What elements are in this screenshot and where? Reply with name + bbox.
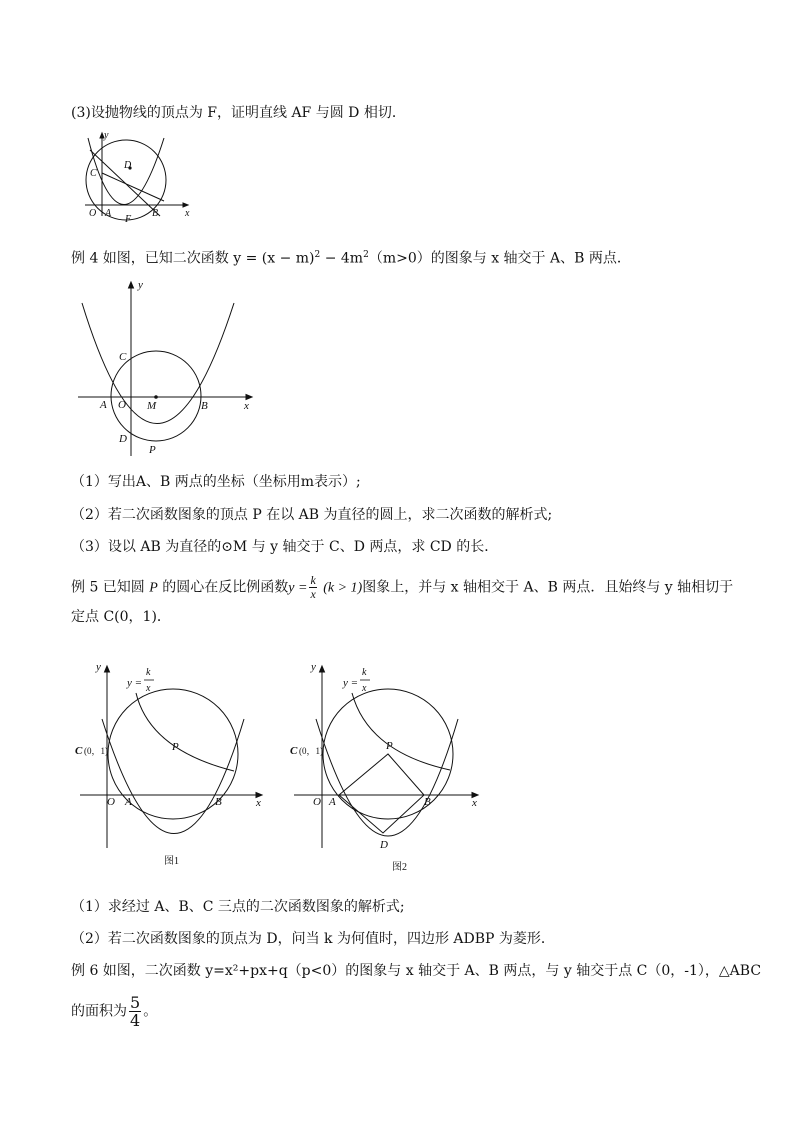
fig2-label-p: P <box>149 444 156 456</box>
fig3-label-c-coords: (0，1) <box>84 746 108 756</box>
fig3-label-o: O <box>107 796 115 808</box>
fig2-label-o: O <box>118 399 126 411</box>
question-3-text: (3)设抛物线的顶点为 F，证明直线 AF 与圆 D 相切． <box>71 105 406 121</box>
fig3-caption: 图1 <box>164 856 179 867</box>
fig3-label-k: k <box>146 667 151 678</box>
fig1-label-o: O <box>89 208 97 219</box>
fig4-label-x: x <box>472 797 477 809</box>
fig4-caption: 图2 <box>392 862 407 873</box>
fig3-label-yeq: y = <box>127 677 143 689</box>
fig3-label-c: C <box>75 745 83 757</box>
fig2-label-c: C <box>119 351 127 363</box>
fig3-label-b: B <box>215 796 222 808</box>
fig2-label-y: y <box>138 279 143 291</box>
fig4-label-a: A <box>329 796 336 808</box>
example-5-question-1: （1）求经过 A、B、C 三点的二次函数图象的解析式; <box>71 899 405 915</box>
fig4-label-k: k <box>362 667 367 678</box>
fig2-label-b: B <box>201 400 208 412</box>
fig3-label-a: A <box>125 796 132 808</box>
fig4-label-xden: x <box>362 683 367 694</box>
fig2-label-m: M <box>147 400 157 412</box>
fig3-label-xden: x <box>146 683 151 694</box>
figure-2-parabola-circle-m <box>70 278 260 462</box>
fig2-label-d: D <box>119 433 127 445</box>
fig1-label-b: B <box>152 208 159 219</box>
fig2-label-x: x <box>244 400 249 412</box>
fig4-label-b: B <box>424 796 431 808</box>
example-5-text: 例 5 已知圆 P 的圆心在反比例函数y = $\frac{k}{x}$ (k > 1)图象上，并与 x 轴相交于 A、B 两点．且始终与 y 轴相切于 <box>71 573 734 601</box>
example-4-text: 例 4 如图，已知二次函数 $y = (x - m)^2 - 4m^2(m>0)$的图象与 x 轴交于 A、B 两点． <box>71 250 631 267</box>
example-5-text-line2: 定点 C(0，1)． <box>71 609 171 625</box>
fig3-label-p: P <box>172 741 179 753</box>
example-6-text: 例 6 如图，二次函数 y=x²+px+q（p<0）的图象与 x 轴交于 A、B 两点，与 y 轴交于点 C（0，-1），△ABC <box>71 963 762 979</box>
example-4-question-2: （2）若二次函数图象的顶点 P 在以 AB 为直径的圆上，求二次函数的解析式; <box>71 507 553 523</box>
fig4-label-c: C <box>290 745 298 757</box>
example-6-text-line2: 的面积为 $\frac{5}{4}$ 。 <box>71 993 158 1030</box>
example-4-question-1: （1）写出A、B 两点的坐标（坐标用m表示）; <box>71 474 361 490</box>
fig1-label-x: x <box>185 208 190 219</box>
fig2-label-a: A <box>100 399 107 411</box>
fig4-label-yeq: y = <box>343 677 359 689</box>
fig1-label-d: D <box>124 160 132 171</box>
fig3-label-x: x <box>256 797 261 809</box>
fig3-label-y: y <box>96 661 101 673</box>
fig1-label-f: F <box>125 214 132 225</box>
fig4-label-c-coords: (0，1) <box>299 746 323 756</box>
fig4-label-d: D <box>380 839 388 851</box>
fig1-label-a: A <box>105 208 112 219</box>
fig4-label-p: P <box>386 740 393 752</box>
example-5-question-2: （2）若二次函数图象的顶点为 D，问当 k 为何值时，四边形 ADBP 为菱形． <box>71 931 555 947</box>
example-4-question-3: （3）设以 AB 为直径的⊙M 与 y 轴交于 C、D 两点，求 CD 的长． <box>71 539 499 555</box>
figure-1-parabola-circle <box>68 128 198 224</box>
fig1-label-y: y <box>104 130 109 141</box>
fig4-label-o: O <box>313 796 321 808</box>
figure-3-hyperbola-circle <box>72 658 272 872</box>
figure-4-rhombus-adbp <box>286 658 486 878</box>
fig4-label-y: y <box>311 661 316 673</box>
fig1-label-c: C <box>90 168 97 179</box>
